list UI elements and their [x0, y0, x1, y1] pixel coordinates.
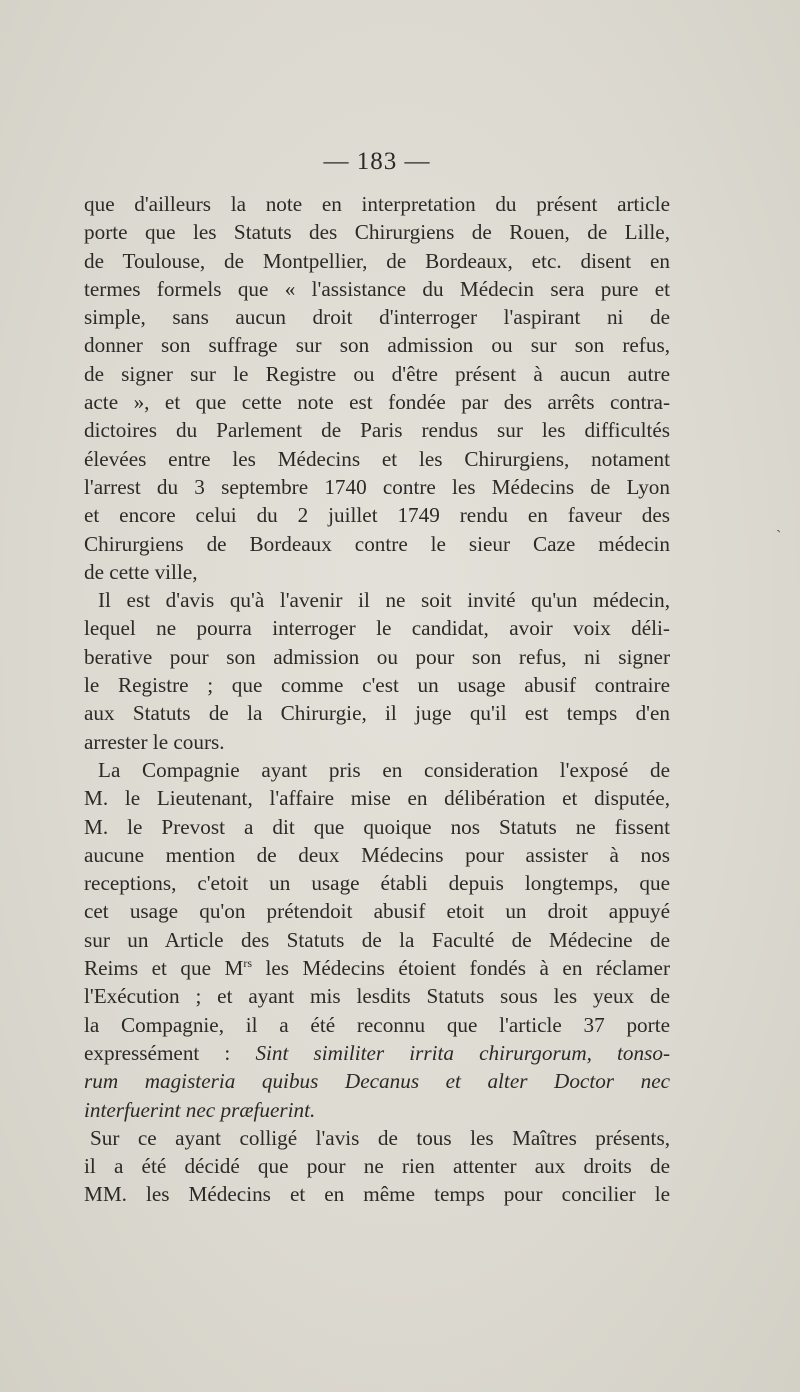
- text-line: aux Statuts de la Chirurgie, il juge qu'il est temps d'en: [84, 701, 670, 726]
- latin-quote: Sint similiter irrita chirurgorum, tonso-: [255, 1040, 671, 1065]
- text-line: termes formels que « l'assistance du Médecin sera pure et: [84, 276, 670, 301]
- page-number: — 183 —: [323, 148, 431, 175]
- text-line: élevées entre les Médecins et les Chirurgiens, notament: [84, 446, 670, 471]
- text-line: la Compagnie, il a été reconnu que l'article 37 porte: [84, 1012, 670, 1037]
- text-line: donner son suffrage sur son admission ou sur son refus,: [84, 333, 670, 358]
- text-line: receptions, c'etoit un usage établi depuis longtemps, que: [84, 871, 670, 896]
- text-line: porte que les Statuts des Chirurgiens de Rouen, de Lille,: [84, 220, 670, 245]
- text-line: l'arrest du 3 septembre 1740 contre les Médecins de Lyon: [84, 474, 670, 499]
- text-line: que d'ailleurs la note en interpretation du présent article: [84, 192, 670, 216]
- text-line: de cette ville,: [84, 559, 198, 584]
- text-line: l'Exécution ; et ayant mis lesdits Statuts sous les yeux de: [84, 984, 670, 1009]
- text-line: Sur ce ayant colligé l'avis de tous les Maîtres présents,: [90, 1125, 670, 1150]
- text-line: simple, sans aucun droit d'interroger l'aspirant ni de: [84, 305, 670, 330]
- text-line: Il est d'avis qu'à l'avenir il ne soit invité qu'un médecin,: [98, 588, 670, 613]
- text-line-with-superscript: [84, 954, 670, 982]
- text-line: le Registre ; que comme c'est un usage abusif contraire: [84, 673, 670, 698]
- text-line: berative pour son admission ou pour son refus, ni signer: [84, 644, 670, 669]
- text-line: il a été décidé que pour ne rien attenter aux droits de: [84, 1154, 670, 1179]
- text-line: aucune mention de deux Médecins pour assister à nos: [84, 842, 670, 867]
- superscript: rs: [243, 955, 253, 970]
- text-line: sur un Article des Statuts de la Faculté de Médecine de: [84, 927, 670, 952]
- text-line: de Toulouse, de Montpellier, de Bordeaux, etc. disent en: [84, 248, 670, 273]
- text-fragment: les Médecins étoient fondés à en réclamer: [252, 956, 670, 981]
- text-line: arrester le cours.: [84, 729, 225, 754]
- text-fragment: Reims et que M: [84, 956, 244, 981]
- latin-quote: interfuerint nec præfuerint.: [84, 1097, 316, 1122]
- text-line: acte », et que cette note est fondée par des arrêts contra-: [84, 390, 670, 415]
- text-line: de signer sur le Registre ou d'être présent à aucun autre: [84, 361, 670, 386]
- text-line-with-latin-quote: [84, 1039, 670, 1067]
- body-text: [84, 190, 670, 1209]
- text-line: Chirurgiens de Bordeaux contre le sieur Caze médecin: [84, 531, 670, 556]
- text-line: La Compagnie ayant pris en consideration l'exposé de: [98, 757, 670, 782]
- text-line: M. le Prevost a dit que quoique nos Statuts ne fissent: [84, 814, 670, 839]
- text-fragment: expressément :: [84, 1040, 256, 1065]
- text-line: dictoires du Parlement de Paris rendus sur les difficultés: [84, 418, 670, 443]
- text-line: M. le Lieutenant, l'affaire mise en délibération et disputée,: [84, 786, 670, 811]
- text-line: et encore celui du 2 juillet 1749 rendu en faveur des: [84, 503, 670, 528]
- text-line: MM. les Médecins et en même temps pour concilier le: [84, 1182, 670, 1207]
- text-line: lequel ne pourra interroger le candidat, avoir voix déli-: [84, 616, 670, 641]
- margin-mark: `: [776, 528, 782, 545]
- latin-quote: rum magisteria quibus Decanus et alter Doctor nec: [84, 1069, 670, 1094]
- text-line: cet usage qu'on prétendoit abusif etoit un droit appuyé: [84, 899, 670, 924]
